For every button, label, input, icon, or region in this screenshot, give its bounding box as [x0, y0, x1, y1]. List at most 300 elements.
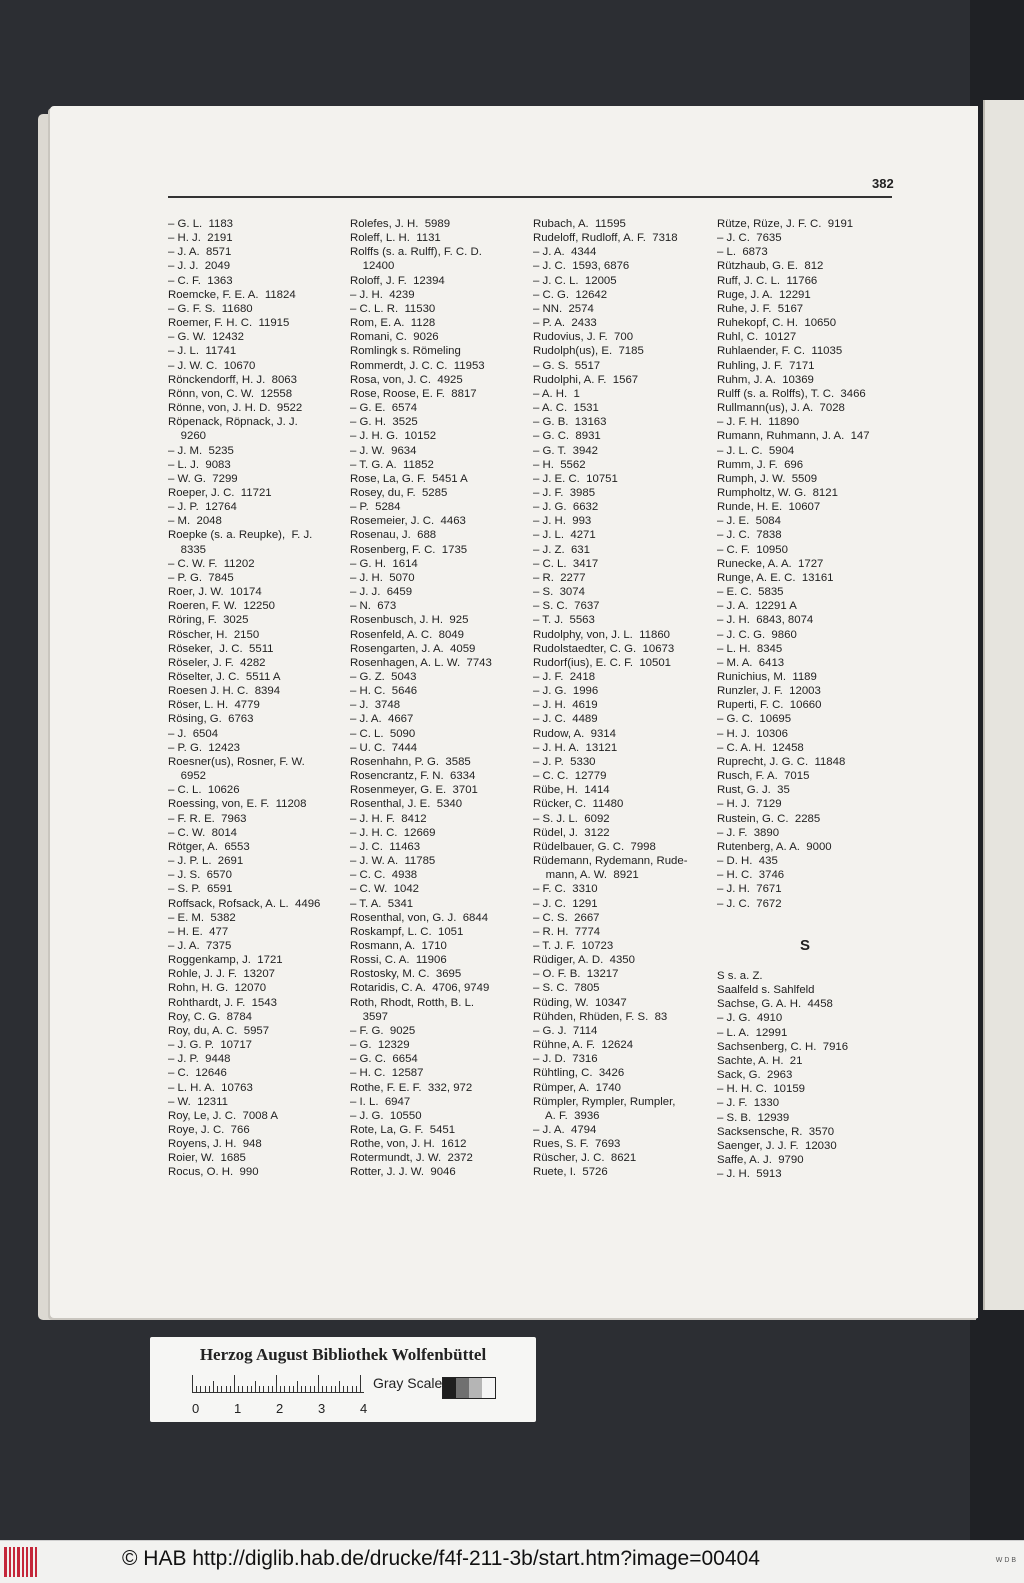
index-entry: Rönckendorff, H. J. 8063: [168, 373, 297, 386]
index-entry: Roeren, F. W. 12250: [168, 600, 276, 613]
index-column-4: [717, 217, 897, 911]
index-entry: – J. C. 7672: [717, 897, 782, 910]
index-entry: Rosencrantz, F. N. 6334: [350, 770, 476, 783]
index-entry: – G. C. 6654: [350, 1053, 418, 1066]
index-entry: Rumm, J. F. 696: [717, 458, 804, 471]
index-entry: Rues, S. F. 7693: [533, 1138, 621, 1151]
index-entry: – G. J. 7114: [533, 1024, 598, 1037]
index-entry: Rustein, G. C. 2285: [717, 812, 821, 825]
index-entry: Ruprecht, J. G. C. 11848: [717, 755, 846, 768]
index-entry: Rullmann(us), J. A. 7028: [717, 402, 845, 415]
index-entry: – F. C. 3310: [533, 883, 598, 896]
index-entry: Rohn, H. G. 12070: [168, 982, 267, 995]
index-entry: Rönne, von, J. H. D. 9522: [168, 402, 303, 415]
index-entry: Runzler, J. F. 12003: [717, 685, 821, 698]
index-entry: Rumann, Ruhmann, J. A. 147: [717, 430, 870, 443]
index-entry: – C. 12646: [168, 1067, 227, 1080]
index-entry: – J. H. F. 8412: [350, 812, 427, 825]
index-entry: Sachte, A. H. 21: [717, 1054, 803, 1067]
index-entry: – J. F. 3890: [717, 826, 780, 839]
index-entry: Rütze, Rüze, J. F. C. 9191: [717, 218, 854, 230]
index-entry: – S. B. 12939: [717, 1111, 790, 1124]
index-entry: Roier, W. 1685: [168, 1152, 246, 1165]
index-entry: – W. G. 7299: [168, 472, 238, 485]
ruler-number: 0: [192, 1401, 200, 1416]
ruler-tick: [205, 1386, 206, 1393]
index-entry: S s. a. Z.: [717, 970, 763, 982]
ruler-tick: [297, 1381, 298, 1393]
index-entry: – G. C. 8931: [533, 430, 601, 443]
index-entry: – G. 12329: [350, 1039, 410, 1052]
index-entry: – J. C. L. 12005: [533, 274, 617, 287]
index-entry: Rutenberg, A. A. 9000: [717, 840, 832, 853]
index-entry: – J. J. 2049: [168, 260, 231, 273]
index-entry: Ruhe, J. F. 5167: [717, 302, 804, 315]
index-entry: – J. F. 1330: [717, 1097, 780, 1110]
index-entry: Rosenberg, F. C. 1735: [350, 543, 468, 556]
ruler-tick: [272, 1386, 273, 1393]
ruler-number: 2: [276, 1401, 284, 1416]
ruler-tick: [335, 1386, 336, 1393]
index-entry: – L. 6873: [717, 246, 768, 259]
index-entry: – H. 5562: [533, 458, 586, 471]
index-entry: mann, A. W. 8921: [533, 869, 639, 882]
index-entry: Rolffs (s. a. Rulff), F. C. D.: [350, 246, 482, 259]
index-entry: Rotter, J. J. W. 9046: [350, 1166, 456, 1179]
index-entry: – L. H. 8345: [717, 642, 783, 655]
ruler-tick: [276, 1375, 277, 1393]
index-entry: Rübe, H. 1414: [533, 784, 610, 797]
ruler-tick: [331, 1386, 332, 1393]
index-entry: – F. G. 9025: [350, 1024, 416, 1037]
ruler-tick: [213, 1381, 214, 1393]
index-entry: – J. E. 5084: [717, 515, 781, 528]
ruler-tick: [326, 1386, 327, 1393]
index-entry: – G. E. 6574: [350, 402, 418, 415]
index-entry: Rühne, A. F. 12624: [533, 1039, 634, 1052]
index-entry: – J. P. 12764: [168, 501, 237, 514]
index-entry: – J. 6504: [168, 727, 219, 740]
index-entry: – G. B. 13163: [533, 416, 607, 429]
index-entry: – J. W. A. 11785: [350, 855, 436, 868]
index-entry: Roy, C. G. 8784: [168, 1010, 252, 1023]
gray-swatch: [482, 1378, 495, 1398]
logo-bar: [9, 1547, 11, 1577]
index-entry: Rote, La, G. F. 5451: [350, 1124, 456, 1136]
index-entry: Saenger, J. J. F. 12030: [717, 1139, 837, 1152]
index-entry: Roessing, von, E. F. 11208: [168, 798, 307, 811]
index-entry: – J. P. 5330: [533, 755, 596, 768]
index-entry: Rudolphy, von, J. L. 11860: [533, 628, 670, 641]
index-entry: – J. A. 12291 A: [717, 600, 797, 613]
logo-bar: [35, 1547, 37, 1577]
index-entry: – G. L. 1183: [168, 218, 234, 230]
index-entry: – J. L. 11741: [168, 345, 237, 358]
index-entry: Röscher, H. 2150: [168, 628, 260, 641]
index-entry: – R. 2277: [533, 571, 586, 584]
index-entry: – E. C. 5835: [717, 586, 784, 599]
index-entry: – J. F. H. 11890: [717, 416, 800, 429]
library-name: Herzog August Bibliothek Wolfenbüttel: [199, 1345, 487, 1364]
index-entry: – H. C. 5646: [350, 685, 418, 698]
color-calibration-card: [150, 1337, 536, 1422]
index-entry: Rüdelbauer, G. C. 7998: [533, 840, 656, 853]
index-entry: Röser, L. H. 4779: [168, 699, 260, 712]
index-entry: – J. D. 7316: [533, 1053, 598, 1066]
index-entry: Rümpler, Rympler, Rumpler,: [533, 1095, 676, 1108]
index-entry: Rose, La, G. F. 5451 A: [350, 472, 468, 485]
index-entry: Roy, du, A. C. 5957: [168, 1024, 270, 1037]
footer-bar: [0, 1540, 1024, 1583]
index-entry: – H. E. 477: [168, 925, 229, 938]
index-entry: – D. H. 435: [717, 855, 778, 868]
index-entry: Sachsenberg, C. H. 7916: [717, 1040, 849, 1053]
index-entry: – C. F. 10950: [717, 543, 788, 556]
index-entry: – C. L. 10626: [168, 784, 240, 797]
index-entry: Rüdemann, Rydemann, Rude-: [533, 855, 688, 868]
index-entry: – J. C. 1291: [533, 897, 598, 910]
index-entry: – J. G. P. 10717: [168, 1039, 253, 1052]
index-entry: – S. C. 7637: [533, 600, 600, 613]
index-entry: – J. A. 4667: [350, 713, 414, 726]
index-entry: – J. H. 993: [533, 515, 592, 528]
index-entry: Rosa, von, J. C. 4925: [350, 373, 463, 386]
index-entry: – L. J. 9083: [168, 458, 231, 471]
index-entry: Rötger, A. 6553: [168, 840, 250, 853]
index-entry: Sachse, G. A. H. 4458: [717, 998, 833, 1011]
section-heading-letter: S: [800, 937, 811, 954]
index-entry: Rulff (s. a. Rolffs), T. C. 3466: [717, 387, 866, 400]
index-entry: Rotaridis, C. A. 4706, 9749: [350, 982, 490, 995]
index-entry: – H. C. 12587: [350, 1067, 424, 1080]
index-entry: – J. C. 7838: [717, 529, 782, 542]
index-entry: – N. 673: [350, 600, 397, 613]
index-entry: – C. L. 5090: [350, 727, 416, 740]
index-entry: – J. C. 4489: [533, 713, 598, 726]
index-entry: Ruge, J. A. 12291: [717, 288, 811, 301]
index-entry: Röpenack, Röpnack, J. J.: [168, 416, 298, 429]
index-entry: Ruhm, J. A. 10369: [717, 373, 814, 386]
index-entry: – L. H. A. 10763: [168, 1081, 253, 1094]
index-entry: – G. C. 10695: [717, 713, 792, 726]
index-entry: Rumpholtz, W. G. 8121: [717, 486, 838, 499]
index-entry: Runecke, A. A. 1727: [717, 557, 824, 570]
index-entry: – C. C. 4938: [350, 869, 418, 882]
index-entry: – NN. 2574: [533, 302, 594, 315]
index-entry: Rosenau, J. 688: [350, 529, 437, 542]
ruler-tick: [238, 1386, 239, 1393]
index-entry: Saffe, A. J. 9790: [717, 1154, 804, 1167]
gray-swatch: [443, 1378, 456, 1398]
page-number: 382: [872, 176, 894, 191]
index-entry: Roy, Le, J. C. 7008 A: [168, 1109, 278, 1122]
logo-bar: [26, 1547, 28, 1577]
index-entry: Rostosky, M. C. 3695: [350, 968, 462, 981]
index-entry: Roth, Rhodt, Rotth, B. L.: [350, 996, 475, 1009]
index-column-3: [533, 217, 713, 1180]
index-entry: Rümper, A. 1740: [533, 1081, 622, 1094]
index-entry: – G. H. 3525: [350, 416, 418, 429]
index-entry: Saalfeld s. Sahlfeld: [717, 984, 815, 997]
index-entry: Rudovius, J. F. 700: [533, 331, 634, 344]
index-entry: – M. A. 6413: [717, 656, 785, 669]
index-entry: – J. W. C. 10670: [168, 359, 256, 372]
index-entry: 6952: [168, 770, 206, 783]
index-entry: – W. 12311: [168, 1095, 228, 1108]
index-entry: Rotermundt, J. W. 2372: [350, 1152, 473, 1165]
index-entry: – P. G. 12423: [168, 741, 240, 754]
index-entry: – C. G. 12642: [533, 288, 608, 301]
ruler-tick: [196, 1386, 197, 1393]
index-entry: Rücker, C. 11480: [533, 798, 624, 811]
index-entry: – J. H. 5070: [350, 571, 415, 584]
next-page-edge: [983, 100, 1024, 1310]
ruler-tick: [247, 1386, 248, 1393]
ruler-tick: [217, 1386, 218, 1393]
index-entry: Runichius, M. 1189: [717, 671, 817, 683]
index-entry: – J. C. G. 9860: [717, 628, 797, 641]
index-entry: Rusch, F. A. 7015: [717, 770, 810, 783]
index-entry: Roffsack, Rofsack, A. L. 4496: [168, 897, 321, 910]
index-entry: – C. A. H. 12458: [717, 741, 804, 754]
ruler-tick: [347, 1386, 348, 1393]
ruler-tick: [255, 1381, 256, 1393]
footer-small-label: W D B: [995, 1557, 1016, 1564]
index-entry: – J. C. 1593, 6876: [533, 260, 630, 273]
index-entry: – J. 3748: [350, 699, 401, 712]
index-entry: – C. C. 12779: [533, 770, 607, 783]
index-entry: – P. A. 2433: [533, 317, 597, 330]
index-entry: – U. C. 7444: [350, 741, 418, 754]
gray-swatch: [469, 1378, 482, 1398]
index-entry: – J. G. 1996: [533, 685, 599, 698]
footer-copyright-url[interactable]: © HAB http://diglib.hab.de/drucke/f4f-211-3b/start.htm?image=00404: [122, 1547, 760, 1570]
index-entry: Rühden, Rhüden, F. S. 83: [533, 1010, 668, 1023]
index-entry: Röring, F. 3025: [168, 614, 249, 627]
index-entry: – J. M. 5235: [168, 444, 234, 457]
index-entry: – H. J. 7129: [717, 798, 782, 811]
index-entry: – J. S. 6570: [168, 869, 232, 882]
logo-bar: [22, 1547, 24, 1577]
index-entry: – J. C. 7635: [717, 232, 782, 245]
index-entry: Roye, J. C. 766: [168, 1124, 250, 1136]
index-entry: Rützhaub, G. E. 812: [717, 260, 824, 273]
index-entry: – H. C. 3746: [717, 869, 785, 882]
index-entry: Rudow, A. 9314: [533, 727, 616, 740]
index-entry: Rosenfeld, A. C. 8049: [350, 628, 464, 641]
index-entry: – L. A. 12991: [717, 1026, 788, 1039]
index-entry: Rohthardt, J. F. 1543: [168, 996, 277, 1009]
ruler-tick: [284, 1386, 285, 1393]
index-entry: – G. T. 3942: [533, 444, 599, 457]
index-entry: Roesner(us), Rosner, F. W.: [168, 755, 305, 768]
ruler-number: 3: [318, 1401, 326, 1416]
index-entry: Runge, A. E. C. 13161: [717, 571, 834, 584]
ruler-tick: [221, 1386, 222, 1393]
index-entry: Rudolstaedter, C. G. 10673: [533, 642, 675, 655]
ruler-number: 4: [360, 1401, 368, 1416]
ruler-tick: [209, 1386, 210, 1393]
index-entry: – G. Z. 5043: [350, 671, 417, 683]
index-entry: Rüdel, J. 3122: [533, 826, 610, 839]
ruler-tick: [343, 1386, 344, 1393]
index-entry: – S. J. L. 6092: [533, 812, 610, 825]
index-entry: Rosey, du, F. 5285: [350, 486, 448, 499]
index-entry: – J. A. 8571: [168, 246, 232, 259]
index-entry: Rose, Roose, E. F. 8817: [350, 387, 477, 400]
index-column-2: [350, 217, 528, 1180]
index-entry: – O. F. B. 13217: [533, 968, 619, 981]
index-entry: Roeper, J. C. 11721: [168, 486, 272, 499]
index-entry: Rohle, J. J. F. 13207: [168, 968, 276, 981]
index-entry: Röseler, J. F. 4282: [168, 656, 266, 669]
index-entry: Roemcke, F. E. A. 11824: [168, 288, 296, 301]
index-entry: – C. W. F. 11202: [168, 557, 255, 570]
index-entry: – C. S. 2667: [533, 911, 600, 924]
index-entry: – J. F. 3985: [533, 486, 596, 499]
index-entry: Rosemeier, J. C. 4463: [350, 515, 466, 528]
index-entry: – J. H. C. 12669: [350, 826, 436, 839]
index-entry: Rossi, C. A. 11906: [350, 954, 447, 967]
index-entry: – J. F. 2418: [533, 671, 596, 683]
index-entry: – J. H. 7671: [717, 883, 782, 896]
index-entry: – J. P. L. 2691: [168, 855, 244, 868]
index-entry: Rosenhagen, A. L. W. 7743: [350, 656, 492, 669]
ruler-tick: [289, 1386, 290, 1393]
index-entry: Rothe, F. E. F. 332, 972: [350, 1081, 473, 1094]
index-entry: Ruete, I. 5726: [533, 1166, 608, 1179]
ruler-tick: [226, 1386, 227, 1393]
index-entry: Rothe, von, J. H. 1612: [350, 1138, 467, 1151]
index-entry: – G. W. 12432: [168, 331, 244, 344]
index-entry: – J. H. 4619: [533, 699, 598, 712]
ruler-tick: [263, 1386, 264, 1393]
gray-scale-swatches: [442, 1377, 496, 1399]
ruler-tick: [251, 1386, 252, 1393]
index-entry: Sack, G. 2963: [717, 1069, 793, 1082]
ruler-tick: [360, 1375, 361, 1393]
index-entry: – T. J. F. 10723: [533, 939, 614, 952]
index-entry: – T. A. 5341: [350, 897, 414, 910]
index-entry: – F. R. E. 7963: [168, 812, 247, 825]
index-entry: Rom, E. A. 1128: [350, 317, 436, 330]
index-entry: Rösing, G. 6763: [168, 713, 254, 726]
index-entry: A. F. 3936: [533, 1109, 600, 1122]
index-entry: 9260: [168, 430, 206, 443]
index-entry: – J. J. 6459: [350, 586, 413, 599]
index-entry: – C. W. 8014: [168, 826, 238, 839]
index-entry: – T. G. A. 11852: [350, 458, 434, 471]
header-rule: [168, 196, 892, 198]
index-entry: Runde, H. E. 10607: [717, 501, 821, 514]
index-entry: Rönn, von, C. W. 12558: [168, 387, 293, 400]
gray-swatch: [456, 1378, 469, 1398]
index-entry: Röseker, J. C. 5511: [168, 642, 274, 655]
index-entry: Roloff, J. F. 12394: [350, 274, 445, 287]
index-entry: – J. G. 10550: [350, 1109, 422, 1122]
index-entry: – J. A. 7375: [168, 939, 232, 952]
ruler-number: 1: [234, 1401, 242, 1416]
index-entry: Roemer, F. H. C. 11915: [168, 317, 290, 330]
index-entry: – A. H. 1: [533, 387, 580, 400]
ruler-tick: [339, 1381, 340, 1393]
index-entry: Ruff, J. C. L. 11766: [717, 274, 818, 287]
ruler-tick: [234, 1375, 235, 1393]
index-entry: Romlingk s. Römeling: [350, 345, 461, 358]
index-entry: Rudolphi, A. F. 1567: [533, 373, 639, 386]
index-entry: – H. J. 10306: [717, 727, 788, 740]
index-entry: Rubach, A. 11595: [533, 218, 626, 230]
index-entry: Royens, J. H. 948: [168, 1138, 262, 1151]
ruler-tick: [259, 1386, 260, 1393]
index-entry: Roesen J. H. C. 8394: [168, 685, 281, 698]
index-entry: Sacksensche, R. 3570: [717, 1125, 835, 1138]
index-entry: – J. L. C. 5904: [717, 444, 795, 457]
index-entry: – A. C. 1531: [533, 402, 599, 415]
index-entry: Ruhlaender, F. C. 11035: [717, 345, 843, 358]
index-entry: Rosenbusch, J. H. 925: [350, 614, 469, 627]
index-entry: Rüdiger, A. D. 4350: [533, 954, 635, 967]
ruler-tick: [268, 1386, 269, 1393]
index-entry: – J. H. 6843, 8074: [717, 614, 814, 627]
index-entry: Rosenthal, von, G. J. 6844: [350, 911, 489, 924]
logo-bar: [4, 1547, 7, 1577]
index-entry: Rudolph(us), E. 7185: [533, 345, 644, 358]
index-column-1: [168, 217, 346, 1180]
index-entry: – J. C. 11463: [350, 840, 421, 853]
hab-logo-icon: [4, 1547, 44, 1577]
index-entry: Rüding, W. 10347: [533, 996, 627, 1009]
index-entry: Roer, J. W. 10174: [168, 586, 262, 599]
index-entry: Rust, G. J. 35: [717, 784, 790, 797]
index-entry: Roleff, L. H. 1131: [350, 232, 441, 245]
ruler-tick: [310, 1386, 311, 1393]
index-entry: – C. W. 1042: [350, 883, 420, 896]
index-entry: Rommerdt, J. C. C. 11953: [350, 359, 485, 372]
index-entry: – S. P. 6591: [168, 883, 233, 896]
index-entry: – I. L. 6947: [350, 1095, 411, 1108]
index-entry: – J. G. 6632: [533, 501, 599, 514]
index-entry: Ruhling, J. F. 7171: [717, 359, 815, 372]
index-entry: – E. M. 5382: [168, 911, 236, 924]
index-entry: – J. A. 4344: [533, 246, 597, 259]
ruler-tick: [230, 1386, 231, 1393]
logo-bar: [17, 1547, 20, 1577]
ruler-tick: [356, 1386, 357, 1393]
index-entry: 3597: [350, 1010, 388, 1023]
index-entry: Rosenhahn, P. G. 3585: [350, 755, 471, 768]
index-entry: – G. F. S. 11680: [168, 302, 253, 315]
index-entry: – P. 5284: [350, 501, 401, 514]
index-entry: Rühtling, C. 3426: [533, 1067, 625, 1080]
index-entry: Rosenmeyer, G. E. 3701: [350, 784, 478, 797]
index-entry: – C. L. 3417: [533, 557, 599, 570]
index-entry: Rolefes, J. H. 5989: [350, 218, 451, 230]
index-entry: – J. P. 9448: [168, 1053, 231, 1066]
index-entry: – J. Z. 631: [533, 543, 590, 556]
index-column-4-section-s: [717, 969, 897, 1181]
ruler-tick: [280, 1386, 281, 1393]
ruler-tick: [318, 1375, 319, 1393]
logo-bar: [30, 1547, 33, 1577]
index-entry: Rosengarten, J. A. 4059: [350, 642, 476, 655]
index-entry: – C. F. 1363: [168, 274, 233, 287]
index-entry: Romani, C. 9026: [350, 331, 439, 344]
index-entry: Roepke (s. a. Reupke), F. J.: [168, 529, 313, 542]
index-entry: – J. L. 4271: [533, 529, 596, 542]
index-entry: Rüscher, J. C. 8621: [533, 1152, 637, 1165]
index-entry: – H. J. 2191: [168, 232, 233, 245]
